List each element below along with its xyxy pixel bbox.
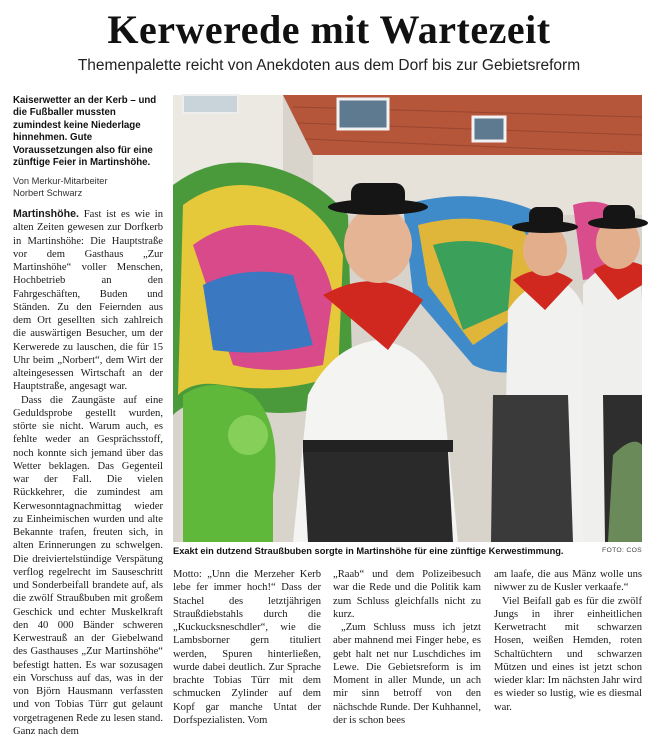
article-column-1	[13, 208, 163, 738]
subheadline: Themenpalette reicht von Anekdoten aus dem Dorf bis zur Gebietsreform	[0, 57, 658, 75]
column-2-paragraph-1: Motto: „Unn die Merzeher Kerb lebe fer immer hoch!“ Dass der Stachel des letztjährigen Straußdiebstahls durch die „Kuckucksneschdler“, wie die Lambsborner gern tituliert werden, Spuren hinterließen, wurde dabei deutlich. Zur Sprache brachte Tobias Türr mit dem schmucken Zylinder auf dem Kopf gar manche Untat der Dorfspezialisten. Vom	[173, 568, 321, 727]
byline-line-1: Von Merkur-Mitarbeiter	[13, 175, 163, 187]
article-column-4	[494, 568, 642, 714]
column-4-paragraph-2: Viel Beifall gab es für die zwölf Jungs in ihrer einheitlichen Kerwetracht mit schwarzen Hosen, weißen Hemden, roten Schaltüchtern und schwarzen Mützen und eines ist jetzt schon wieder klar: Im nächsten Jahr wird es wieder so lustig, wie es diesmal war.	[494, 595, 642, 714]
column-1-text-1: Fast ist es wie in alten Zeiten gewesen zur Dorfkerb in Martinshöhe: Die Hauptstraße vor dem Gasthaus „Zur Martinshöhe“ voller Menschen, Hochbetrieb an den Fahrgeschäften, Buden und Ständen. Zu den Feiernden aus dem Ort gesellten sich zahlreich die auswärtigen Besucher, um der Kerwerede zu lauschen, die für 15 Uhr beim „Norbert“, dem Wirt der alteingesessen Wirtschaft an der Hauptstraße, angesagt war.	[13, 209, 163, 392]
column-3-paragraph-1: „Raab“ und dem Polizeibesuch war die Rede und die Politik kam zum Schluss gleichfalls nicht zu kurz.	[333, 568, 481, 621]
caption-text: Exakt ein dutzend Straußbuben sorgte in Martinshöhe für eine zünftige Kerwestimmung.	[173, 546, 564, 556]
article-column-3	[333, 568, 481, 727]
dateline: Martinshöhe.	[13, 208, 79, 220]
photo-credit: FOTO: COS	[602, 545, 642, 557]
byline-author: Norbert Schwarz	[13, 187, 163, 199]
column-4-paragraph-1: am laafe, die aus Mänz wolle uns niwwer zu de Kusler verkaafe.“	[494, 568, 642, 595]
teaser: Kaiserwetter an der Kerb – und die Fußballer mussten zumindest keine Niederlage hinnehmen. Gute Voraussetzungen also für eine zünftige Feier in Martinshöhe.	[13, 95, 163, 169]
article-column-2	[173, 568, 321, 727]
headline: Kerwerede mit Wartezeit	[0, 6, 658, 53]
column-1-paragraph-1	[13, 208, 163, 394]
column-3-paragraph-2: „Zum Schluss muss ich jetzt aber mahnend mei Finger hebe, es gebt halt net nur Luschdiches im Lewe. Die Gebietsreform is im Moment in aller Munde, un ach mir sinn betroff von den nächschde Runde. Der Kuhhannel, der is schon bees	[333, 621, 481, 727]
column-1-paragraph-2: Dass die Zaungäste auf eine Geduldsprobe gestellt wurden, störte sie nicht. Warum auch, es fehlte weder an Gesprächsstoff, noch konnte sich jemand über das Wetter beklagen. Das Gegenteil war der Fall. Die vielen Rückkehrer, die zumindest am Kerwesonntagnachmittag wieder zu Einheimischen wurden und alte Bekannte trafen, freuten sich, in alten Erinnerungen zu schwelgen. Die dreiviertelstündige Verspätung verflog regelrecht im Sauseschritt und Sonderbeifall brandete auf, als die zwölf Straußbuben mit großem Geschick und echter Muskelkraft den 40 000 Bänder schweren Kerwestrauß an der Giebelwand des Gasthauses „Zur Martinshöhe“ befestigt hatten. Es war sozusagen ein Vorschuss auf das, was in der von Björn Hausmann verfassten und von Tobias Türr gut gelaunt vorgetragenen Rede zu lesen stand. Ganz nach dem	[13, 394, 163, 738]
photo-caption	[173, 545, 642, 557]
byline	[13, 175, 163, 199]
article-photo	[173, 95, 642, 542]
